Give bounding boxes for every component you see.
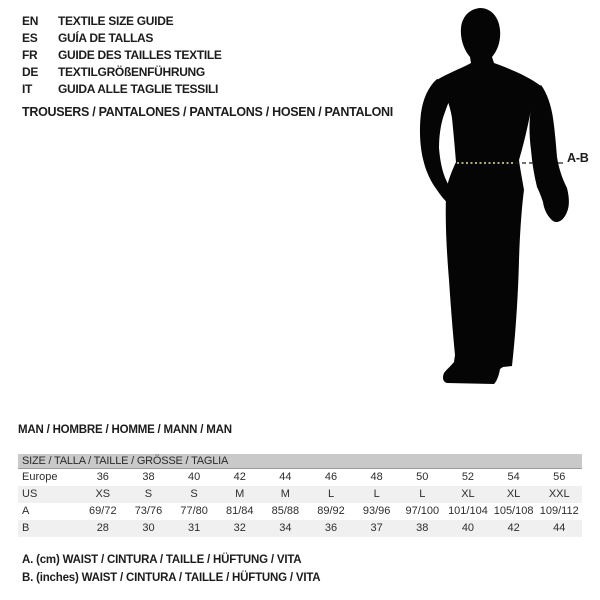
table-cell: 97/100: [405, 505, 440, 517]
language-label: TEXTILE SIZE GUIDE: [58, 14, 174, 28]
table-cell: L: [327, 488, 335, 500]
table-cell: 37: [370, 522, 383, 534]
table-cell: 54: [507, 471, 520, 483]
table-cell: 44: [279, 471, 292, 483]
table-cell: 42: [233, 471, 246, 483]
language-row-de: [22, 64, 222, 81]
language-label: GUIDE DES TAILLES TEXTILE: [58, 48, 222, 62]
man-silhouette-right-arm: [530, 85, 569, 222]
table-cell: XL: [506, 488, 521, 500]
row-label: US: [22, 488, 38, 500]
table-cell: L: [373, 488, 380, 500]
language-row-es: [22, 30, 222, 47]
table-cell: XS: [95, 488, 111, 500]
table-cell: 32: [233, 522, 246, 534]
language-row-it: [22, 81, 222, 98]
language-code: ES: [22, 31, 38, 45]
table-cell: 85/88: [271, 505, 300, 517]
table-cell: 44: [553, 522, 566, 534]
language-code: IT: [22, 82, 33, 96]
language-code: FR: [22, 48, 38, 62]
row-label: A: [22, 505, 30, 517]
table-cell: 109/112: [539, 505, 579, 517]
measurement-notes: [22, 551, 320, 587]
row-label: B: [22, 522, 30, 534]
table-cell: S: [190, 488, 198, 500]
table-cell: 69/72: [89, 505, 117, 517]
table-cell: 36: [96, 471, 109, 483]
size-table-header: SIZE / TALLA / TAILLE / GRÖSSE / TAGLIA: [18, 454, 582, 469]
table-cell: 30: [142, 522, 155, 534]
table-cell: 28: [96, 522, 109, 534]
table-cell: 42: [507, 522, 520, 534]
language-label: TEXTILGRÖßENFÜHRUNG: [58, 65, 205, 79]
table-cell: 31: [187, 522, 201, 534]
note-b-inches: B. (inches) WAIST / CINTURA / TAILLE / HÜFTUNG / VITA: [22, 572, 321, 584]
table-cell: XXL: [548, 488, 570, 500]
table-cell: 40: [187, 471, 201, 483]
table-cell: 56: [553, 471, 566, 483]
table-cell: L: [419, 488, 426, 500]
table-cell: 50: [416, 471, 429, 483]
product-heading: TROUSERS / PANTALONES / PANTALONS / HOSEN / PANTALONI: [22, 105, 393, 119]
language-label: GUÍA DE TALLAS: [58, 31, 154, 45]
table-cell: S: [144, 488, 153, 500]
table-cell: XL: [461, 488, 475, 500]
table-cell: 52: [461, 471, 475, 483]
section-heading-man: MAN / HOMBRE / HOMME / MANN / MAN: [18, 424, 232, 436]
size-table: [18, 454, 582, 537]
language-list: [22, 13, 222, 98]
table-cell: M: [235, 488, 245, 500]
table-cell: 36: [324, 522, 338, 534]
measure-label-ab: A-B: [567, 151, 589, 165]
table-cell: 81/84: [225, 505, 254, 517]
table-cell: M: [280, 488, 290, 500]
table-cell: 101/104: [448, 505, 488, 517]
row-label: Europe: [22, 471, 58, 483]
table-cell: 40: [461, 522, 475, 534]
table-cell: 89/92: [317, 505, 345, 517]
table-row-a-cm: [18, 503, 582, 520]
note-a-cm: A. (cm) WAIST / CINTURA / TAILLE / HÜFTUNG / VITA: [22, 554, 302, 566]
table-cell: 48: [370, 471, 383, 483]
table-cell: 46: [324, 471, 338, 483]
language-code: DE: [22, 65, 39, 79]
table-row-europe: [18, 469, 582, 486]
table-row-us: [18, 486, 582, 503]
table-cell: 93/96: [362, 505, 391, 517]
table-cell: 77/80: [180, 505, 208, 517]
table-row-b-inches: [18, 520, 582, 537]
table-cell: 34: [279, 522, 292, 534]
language-row-fr: [22, 47, 222, 64]
table-cell: 38: [142, 471, 155, 483]
table-cell: 73/76: [134, 505, 163, 517]
language-row-en: [22, 13, 222, 30]
table-cell: 38: [416, 522, 429, 534]
man-silhouette-figure: [395, 0, 600, 398]
language-label: GUIDA ALLE TAGLIE TESSILI: [58, 82, 219, 96]
language-code: EN: [22, 14, 39, 28]
table-cell: 105/108: [493, 505, 534, 517]
